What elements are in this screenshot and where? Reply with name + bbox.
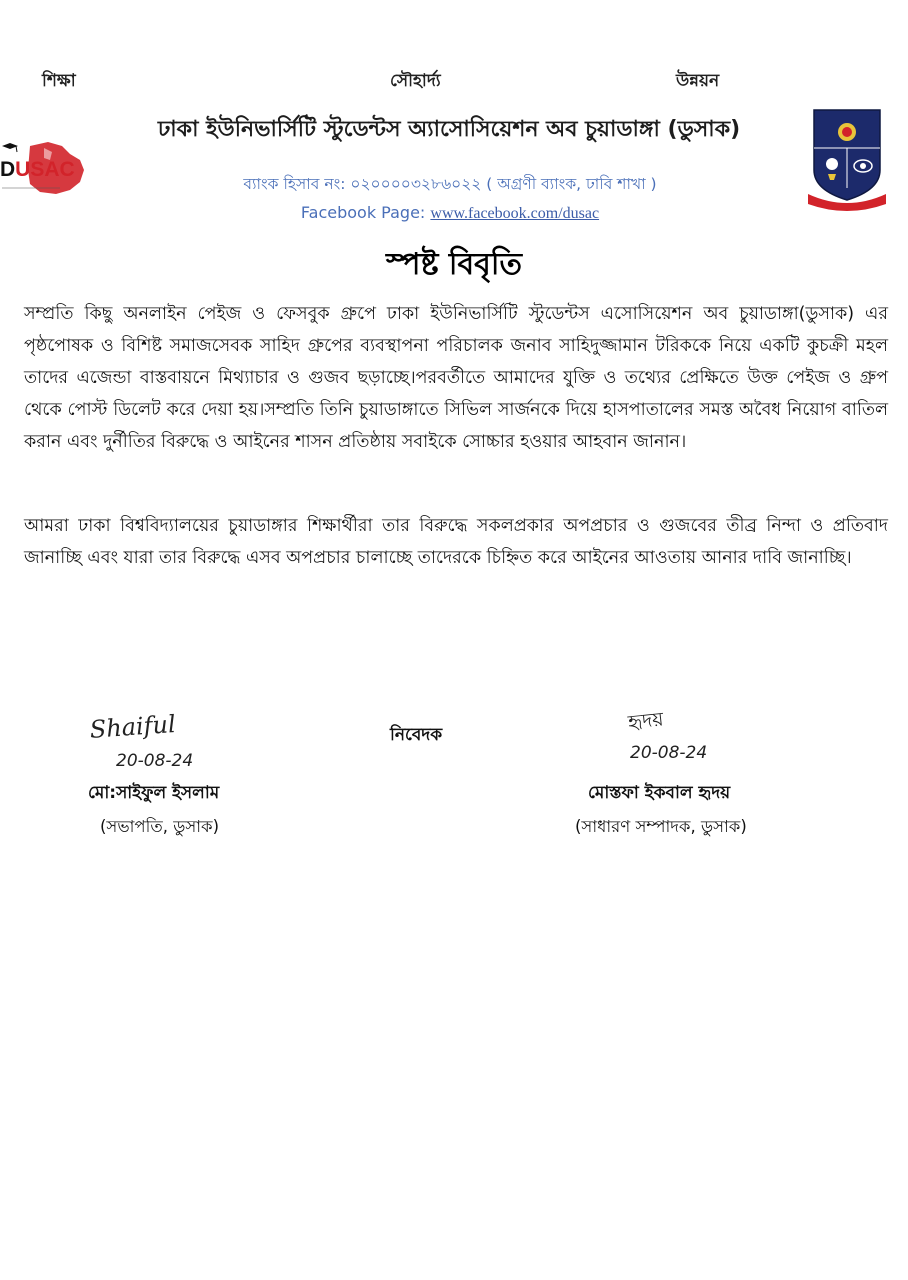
dhaka-university-seal	[806, 108, 888, 212]
submitter-label: নিবেদক	[390, 725, 443, 745]
motto-education: শিক্ষা	[42, 71, 76, 91]
dusac-logo-text: DUSAC	[0, 158, 75, 181]
facebook-label: Facebook Page:	[300, 203, 431, 222]
general-secretary-name: মোস্তফা ইকবাল হৃদয়	[588, 783, 731, 803]
general-secretary-signature	[616, 700, 766, 780]
facebook-link[interactable]: www.facebook.com/dusac	[430, 205, 600, 222]
motto-harmony: সৌহার্দ্য	[390, 71, 441, 91]
general-secretary-title: (সাধারণ সম্পাদক, ডুসাক)	[575, 817, 747, 836]
statement-paragraph-2: আমরা ঢাকা বিশ্ববিদ্যালয়ের চুয়াডাঙ্গার শিক্ষার্থীরা তার বিরুদ্ধে সকলপ্রকার অপপ্রচার ও গুজবের তীব্র নিন্দা ও প্রতিবাদ জানাচ্ছি এবং যারা তার বিরুদ্ধে এসব অপপ্রচার চালাচ্ছে তাদেরকে চিহ্নিত করে আইনের আওতায় আনার দাবি জানাচ্ছি।	[24, 516, 888, 568]
organization-name: ঢাকা ইউনিভার্সিটি স্টুডেন্টস অ্যাসোসিয়েশন অব চুয়াডাঙ্গা (ডুসাক)	[157, 117, 741, 142]
president-title: (সভাপতি, ডুসাক)	[100, 817, 220, 836]
svg-text:Shaiful: Shaiful	[88, 709, 177, 744]
facebook-page-line	[250, 203, 650, 223]
svg-text:হৃদয়: হৃদয়	[627, 708, 665, 734]
bank-account-info: ব্যাংক হিসাব নং: ০২০০০০৩২৮৬০২২ ( অগ্রণী ব্যাংক, ঢাবি শাখা )	[243, 175, 657, 193]
president-name: মো:সাইফুল ইসলাম	[88, 783, 220, 803]
president-signature	[86, 700, 246, 780]
statement-paragraph-1: সম্প্রতি কিছু অনলাইন পেইজ ও ফেসবুক গ্রুপে ঢাকা ইউনিভার্সিটি স্টুডেন্টস এসোসিয়েশন অব চুয়াডাঙ্গা(ডুসাক) এর পৃষ্ঠপোষক ও বিশিষ্ট সমাজসেবক সাহিদ গ্রুপের ব্যবস্থাপনা পরিচালক জনাব সাহিদুজ্জামান টরিককে নিয়ে একটি কুচক্রী মহল তাদের এজেন্ডা বাস্তবায়নে মিথ্যাচার ও গুজব ছড়াচ্ছে।পরবর্তীতে আমাদের যুক্তি ও তথ্যের প্রেক্ষিতে উক্ত পেইজ ও গ্রুপ থেকে পোস্ট ডিলেট করে দেয়া হয়।সম্প্রতি তিনি চুয়াডাঙ্গাতে সিভিল সার্জনকে দিয়ে হাসপাতালের সমস্ত অবৈধ নিয়োগ বাতিল করান এবং দুর্নীতির বিরুদ্ধে ও আইনের শাসন প্রতিষ্ঠায় সবাইকে সোচ্চার হওয়ার আহবান জানান।	[24, 304, 888, 452]
motto-development: উন্নয়ন	[676, 71, 720, 91]
document-title: স্পষ্ট বিবৃতি	[386, 247, 522, 282]
svg-text:20-08-24: 20-08-24	[630, 743, 708, 763]
svg-text:20-08-24: 20-08-24	[116, 751, 194, 771]
